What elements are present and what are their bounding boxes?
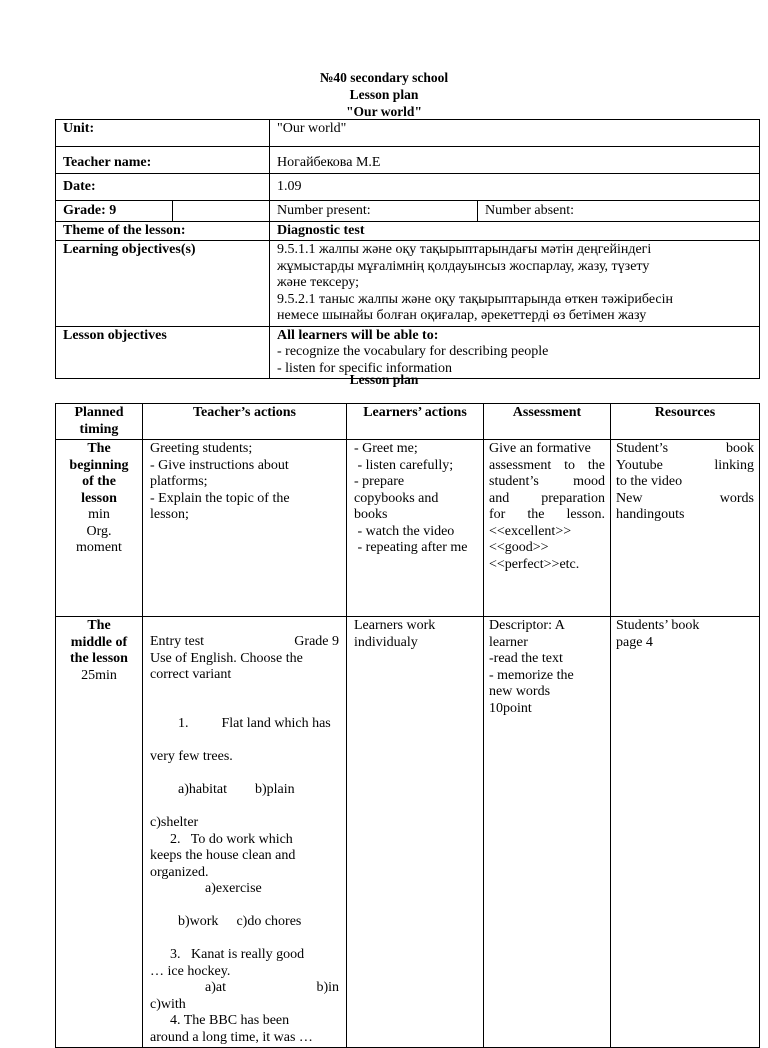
resource-line: Students’ book [616, 618, 700, 633]
table-row [56, 617, 760, 1048]
option: c)shelter [150, 815, 199, 830]
option: b)plain [254, 782, 295, 797]
date-label: Date: [56, 174, 270, 201]
lesson-objective-line: - recognize the vocabulary for describing people [277, 344, 549, 359]
assessment-line: Descriptor: A [489, 618, 565, 633]
entry-test-line [150, 634, 339, 651]
timing-line: The [87, 441, 111, 456]
learner-action-line: Learners work [354, 618, 436, 633]
teacher-actions-cell [143, 440, 347, 617]
date-value: 1.09 [270, 174, 760, 201]
question-text: Flat land which has [221, 716, 331, 731]
assessment-line: Give an formative [489, 441, 591, 456]
timing-line: the lesson [70, 651, 128, 666]
timing-line: moment [76, 540, 122, 555]
assessment-line: assessment to the [489, 457, 605, 473]
assessment-line: <<good>> [489, 540, 549, 555]
lesson-objectives-label: Lesson objectives [56, 326, 270, 379]
header-planned-timing: Planned timing [56, 404, 143, 440]
assessment-line: student’s mood [489, 474, 605, 489]
teacher-action-line: - Give instructions about [150, 457, 289, 473]
theme-value: Diagnostic test [270, 221, 760, 241]
header-teacher-actions: Teacher’s actions [143, 404, 347, 440]
question-line: organized. [150, 864, 209, 880]
teacher-name-label: Teacher name: [56, 147, 270, 174]
info-table [55, 119, 760, 379]
theme-label: Theme of the lesson: [56, 221, 270, 241]
number-present-label: Number present: [270, 201, 478, 222]
learner-actions-cell [347, 617, 484, 1048]
school-name: №40 secondary school [319, 70, 449, 85]
header-assessment: Assessment [484, 404, 611, 440]
document-title: Lesson plan [349, 87, 419, 102]
lesson-plan-section-title: Lesson plan [349, 372, 419, 387]
lesson-topic: "Our world" [346, 104, 422, 119]
header-resources: Resources [611, 404, 760, 440]
assessment-line: learner [489, 634, 528, 650]
timing-line: Org. [86, 523, 112, 539]
learner-action-line: - Greet me; [354, 441, 418, 456]
question-line: 4. The BBC has been [170, 1013, 290, 1028]
timing-line: of the [82, 474, 116, 489]
learner-action-line: - watch the video [354, 523, 455, 539]
grade-label: Grade 9 [294, 634, 339, 649]
question-line: around a long time, it was … [150, 1029, 313, 1045]
question-number: 1. [178, 716, 189, 731]
learner-action-line: - repeating after me [354, 540, 468, 555]
assessment-line: - memorize the [489, 667, 574, 683]
teacher-actions-cell [143, 617, 347, 1048]
resources-cell [611, 617, 760, 1048]
learning-objective-line: жұмыстарды мұғалімнің қолдауынсыз жоспарлау, жазу, түзету [277, 258, 650, 274]
learner-action-line: copybooks and [354, 490, 439, 506]
question-line: … ice hockey. [150, 963, 231, 979]
timing-line: middle of [70, 634, 128, 650]
number-absent-label: Number absent: [478, 201, 760, 222]
question-line: 3. Kanat is really good [170, 947, 305, 962]
assessment-line: <<perfect>>etc. [489, 556, 580, 572]
teacher-action-line: Use of English. Choose the [150, 650, 303, 666]
resource-line: New words [616, 490, 754, 506]
question-line: keeps the house clean and [150, 848, 296, 863]
lesson-objectives-heading: All learners will be able to: [277, 327, 439, 343]
teacher-action-line: Greeting students; [150, 441, 253, 456]
option: a)habitat [178, 782, 227, 797]
assessment-line: for the lesson. [489, 507, 605, 522]
option: b)work [178, 914, 219, 929]
resources-cell [611, 440, 760, 617]
assessment-cell [484, 617, 611, 1048]
teacher-name-value: Ногайбекова М.Е [270, 147, 760, 174]
option: a)exercise [205, 881, 262, 896]
table-row [56, 440, 760, 617]
resource-line: handingouts [616, 507, 685, 522]
learner-actions-cell [347, 440, 484, 617]
question-options [150, 766, 339, 816]
learner-action-line: - prepare [354, 474, 405, 489]
assessment-line: -read the text [489, 651, 563, 666]
question-line: very few trees. [150, 749, 233, 764]
assessment-cell [484, 440, 611, 617]
timing-line: beginning [69, 457, 129, 473]
question-options [150, 898, 339, 948]
teacher-action-line: - Explain the topic of the [150, 490, 290, 506]
assessment-line: new words [489, 684, 551, 699]
learning-objective-line: 9.5.1.1 жалпы және оқу тақырыптарындағы мәтін деңгейіндегі [277, 242, 652, 257]
learning-objective-line: және тексеру; [277, 275, 359, 290]
learning-objectives-value [270, 241, 760, 327]
resource-line: to the video [616, 474, 683, 489]
lesson-plan-table [55, 403, 760, 1048]
assessment-line: <<excellent>> [489, 523, 572, 539]
question-options [150, 980, 339, 997]
timing-line: lesson [81, 490, 117, 506]
lesson-objective-line: - listen for specific information [277, 360, 452, 376]
learning-objective-line: немесе шынайы болған оқиғалар, әрекеттерді өз бетімен жазу [277, 308, 647, 323]
assessment-line: and preparation [489, 490, 605, 506]
option: a)at [205, 980, 226, 995]
assessment-line: 10point [489, 700, 532, 716]
learning-objectives-label: Learning objectives(s) [56, 241, 270, 327]
timing-line: The [87, 618, 111, 633]
grade-empty-cell [173, 201, 270, 222]
timing-cell [56, 440, 143, 617]
question-1 [150, 700, 339, 750]
unit-label: Unit: [56, 120, 270, 147]
resource-line: Youtube linking [616, 457, 754, 473]
teacher-action-line: correct variant [150, 667, 232, 682]
teacher-action-line: lesson; [150, 507, 189, 522]
grade-label: Grade: 9 [56, 201, 173, 222]
resource-line: Student’s book [616, 441, 754, 456]
option: c)do chores [236, 914, 302, 929]
teacher-action-line: platforms; [150, 474, 208, 489]
timing-line: 25min [81, 667, 117, 683]
unit-value: "Our world" [270, 120, 760, 147]
learner-action-line: - listen carefully; [354, 457, 454, 473]
timing-cell [56, 617, 143, 1048]
option: b)in [316, 980, 339, 995]
option: c)with [150, 996, 186, 1012]
question-line: 2. To do work which [170, 831, 293, 847]
learner-action-line: books [354, 507, 388, 522]
header-learner-actions: Learners’ actions [347, 404, 484, 440]
learning-objective-line: 9.5.2.1 таныс жалпы және оқу тақырыптарында өткен тәжірибесін [277, 291, 674, 307]
entry-test-label: Entry test [150, 634, 205, 649]
timing-line: min [88, 507, 110, 522]
learner-action-line: individualy [354, 634, 418, 650]
resource-line: page 4 [616, 634, 653, 650]
